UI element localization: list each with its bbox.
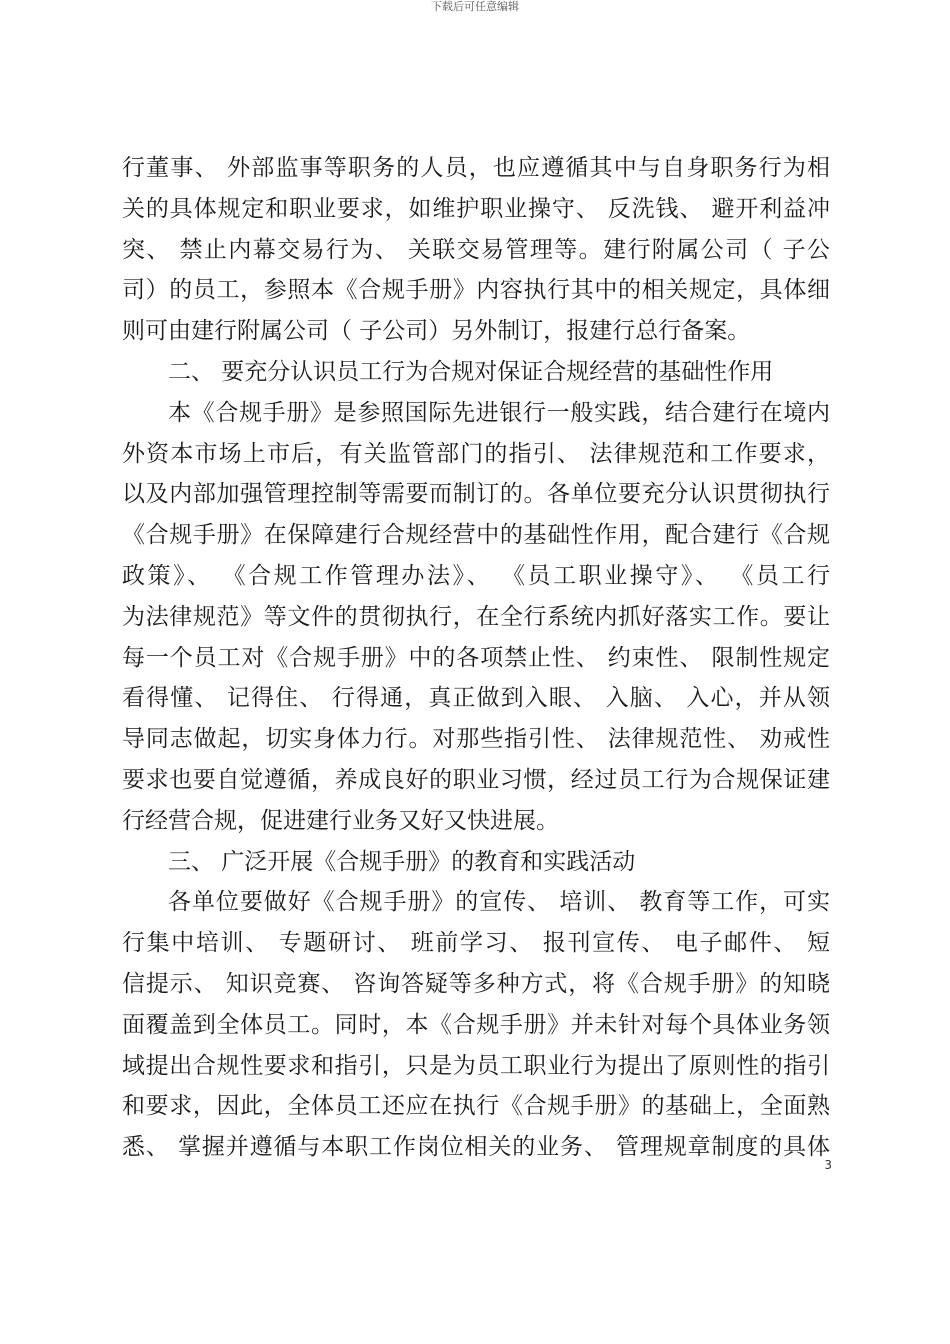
text-line: 信提示、 知识竞赛、 咨询答疑等多种方式，将《合规手册》的知晓 [122, 970, 830, 997]
text-line: 要求也要自觉遵循，养成良好的职业习惯，经过员工行为合规保证建 [122, 766, 830, 793]
text-line: 突、 禁止内幕交易行为、 关联交易管理等。建行附属公司（ 子公 [122, 236, 830, 263]
text-line: 各单位要做好《合规手册》的宣传、 培训、 教育等工作，可实 [168, 889, 830, 916]
text-line: 外资本市场上市后，有关监管部门的指引、 法律规范和工作要求， [122, 440, 830, 467]
text-line: 行集中培训、 专题研讨、 班前学习、 报刊宣传、 电子邮件、 短 [122, 930, 830, 957]
text-line: 为法律规范》等文件的贯彻执行，在全行系统内抓好落实工作。要让 [122, 603, 830, 630]
text-line: 司）的员工，参照本《合规手册》内容执行其中的相关规定，具体细 [122, 277, 830, 304]
text-line: 面覆盖到全体员工。同时，本《合规手册》并未针对每个具体业务领 [122, 1011, 830, 1038]
page-number: 3 [824, 1158, 832, 1172]
text-line: 二、 要充分认识员工行为合规对保证合规经营的基础性作用 [168, 358, 774, 385]
text-line: 行经营合规，促进建行业务又好又快进展。 [122, 807, 559, 834]
text-line: 本《合规手册》是参照国际先进银行一般实践，结合建行在境内 [168, 399, 830, 426]
text-line: 和要求，因此，全体员工还应在执行《合规手册》的基础上，全面熟 [122, 1093, 830, 1120]
text-line: 域提出合规性要求和指引，只是为员工职业行为提出了原则性的指引 [122, 1052, 830, 1079]
text-line: 以及内部加强管理控制等需要而制订的。各单位要充分认识贯彻执行 [122, 481, 830, 508]
text-line: 则可由建行附属公司（ 子公司）另外制订，报建行总行备案。 [122, 318, 751, 345]
text-line: 每一个员工对《合规手册》中的各项禁止性、 约束性、 限制性规定 [122, 644, 830, 671]
text-line: 行董事、 外部监事等职务的人员，也应遵循其中与自身职务行为相 [122, 155, 830, 181]
text-line: 导同志做起，切实身体力行。对那些指引性、 法律规范性、 劝戒性 [122, 726, 830, 753]
text-line: 《合规手册》在保障建行合规经营中的基础性作用，配合建行《合规 [122, 522, 830, 549]
text-line: 看得懂、 记得住、 行得通，真正做到入眼、 入脑、 入心，并从领 [122, 685, 830, 712]
page-header: 下载后可任意编辑 [431, 0, 519, 13]
document-body [122, 148, 830, 1168]
text-line: 悉、 掌握并遵循与本职工作岗位相关的业务、 管理规章制度的具体 [122, 1134, 830, 1161]
text-line: 关的具体规定和职业要求，如维护职业操守、 反洗钱、 避开利益冲 [122, 195, 830, 222]
text-line: 政策》、 《合规工作管理办法》、 《员工职业操守》、 《员工行 [122, 562, 830, 589]
text-line: 三、 广泛开展《合规手册》的教育和实践活动 [168, 848, 636, 875]
